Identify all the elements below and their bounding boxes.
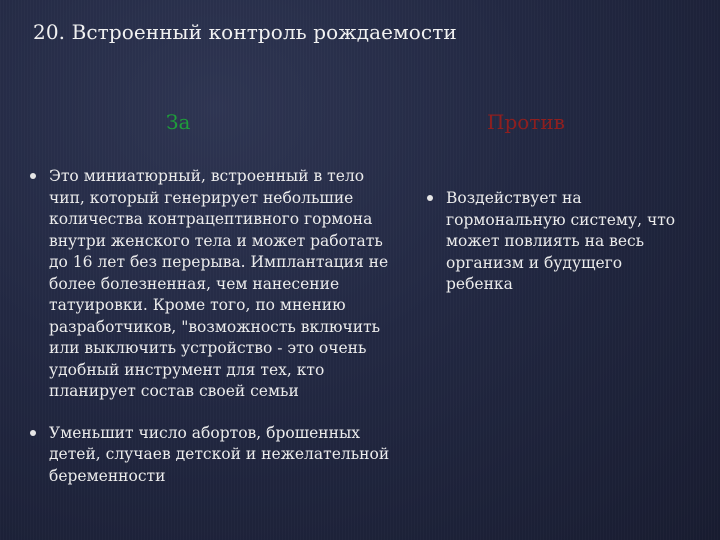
- bullet-icon: [427, 195, 433, 201]
- pro-item-text: Уменьшит число абортов, брошенных детей, случаев детской и нежелательной беременности: [49, 423, 390, 485]
- pro-list-item: [30, 166, 390, 403]
- pro-item-text: Это миниатюрный, встроенный в тело чип, который генерирует небольшие количества контрацептивного гормона внутри женского тела и может работать до 16 лет без перерыва. Имплантация не более болезненная, чем нанесение татуировки. Кроме того, по мнению разработчиков, "возможность включить или выключить устройство - это очень удобный инструмент для тех, кто планирует состав своей семьи: [49, 167, 389, 400]
- slide-title: 20. Встроенный контроль рождаемости: [33, 20, 457, 44]
- con-list: [427, 188, 692, 296]
- con-column-heading: Против: [487, 110, 565, 134]
- con-item-text: Воздействует на гормональную систему, что может повлиять на весь организм и будущего ребенка: [446, 189, 676, 293]
- pro-list: [30, 166, 390, 487]
- pro-list-item: [30, 423, 390, 488]
- con-list-item: [427, 188, 692, 296]
- bullet-icon: [30, 430, 36, 436]
- pro-column-heading: За: [166, 110, 191, 134]
- bullet-icon: [30, 173, 36, 179]
